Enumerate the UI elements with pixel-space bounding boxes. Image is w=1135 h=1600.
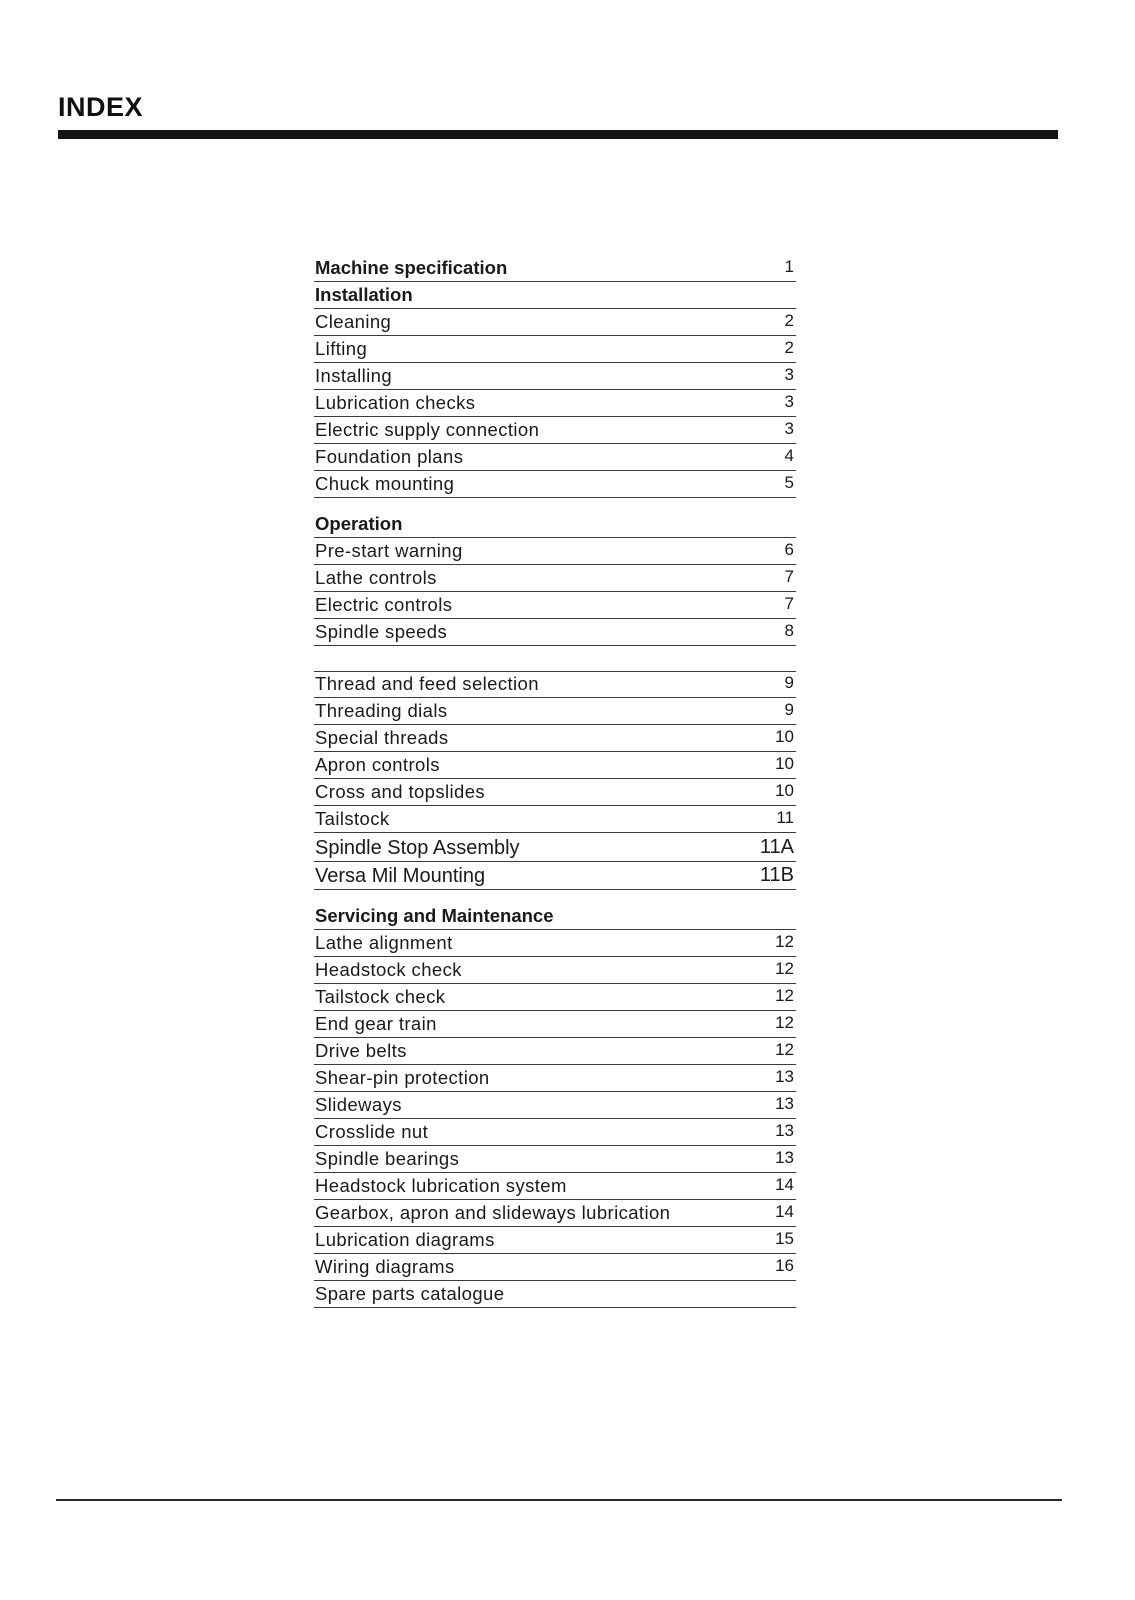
index-section-heading xyxy=(314,511,796,538)
entry-page-number: 13 xyxy=(775,1094,794,1113)
entry-page-number: 2 xyxy=(784,311,794,330)
index-entry xyxy=(314,1092,796,1119)
entry-page-number: 16 xyxy=(775,1256,794,1275)
entry-label: Pre-start warning xyxy=(315,540,463,561)
index-section-heading xyxy=(314,282,796,309)
index-entry xyxy=(314,1038,796,1065)
index-entry xyxy=(314,806,796,833)
entry-label: Tailstock check xyxy=(315,986,446,1007)
entry-page-number: 11B xyxy=(759,864,794,886)
entry-label: Lubrication checks xyxy=(315,392,476,413)
entry-page-number: 8 xyxy=(784,621,794,640)
index-entry xyxy=(314,417,796,444)
entry-label: Foundation plans xyxy=(315,446,464,467)
entry-page-number: 10 xyxy=(775,727,794,746)
entry-page-number: 4 xyxy=(784,446,794,465)
index-entry xyxy=(314,1200,796,1227)
page-title: INDEX xyxy=(58,92,144,122)
index-entry xyxy=(314,862,796,891)
entry-page-number: 3 xyxy=(784,419,794,438)
index-entry xyxy=(314,363,796,390)
entry-label: Lifting xyxy=(315,338,368,359)
entry-page-number: 14 xyxy=(775,1175,794,1194)
entry-label: Machine specification xyxy=(315,257,508,278)
entry-page-number: 13 xyxy=(775,1148,794,1167)
entry-page-number: 10 xyxy=(775,754,794,773)
heading-rule xyxy=(58,130,1058,139)
index-entry xyxy=(314,1146,796,1173)
entry-page-number: 1 xyxy=(784,257,794,276)
entry-page-number: 6 xyxy=(784,540,794,559)
entry-page-number: 7 xyxy=(784,567,794,586)
index-entry xyxy=(314,984,796,1011)
entry-page-number: 13 xyxy=(775,1121,794,1140)
entry-page-number: 2 xyxy=(784,338,794,357)
entry-label: Lubrication diagrams xyxy=(315,1229,495,1250)
entry-page-number: 3 xyxy=(784,392,794,411)
entry-label: Slideways xyxy=(315,1094,402,1115)
entry-label: Headstock check xyxy=(315,959,462,980)
entry-label: Installing xyxy=(315,365,393,386)
index-entry xyxy=(314,1065,796,1092)
entry-page-number: 12 xyxy=(775,1013,794,1032)
index-entry xyxy=(314,1254,796,1281)
index-entry xyxy=(314,565,796,592)
index-entry xyxy=(314,1119,796,1146)
entry-page-number: 7 xyxy=(784,594,794,613)
entry-page-number: 12 xyxy=(775,959,794,978)
entry-page-number: 9 xyxy=(784,700,794,719)
entry-page-number: 12 xyxy=(775,1040,794,1059)
index-entry xyxy=(314,833,796,862)
index-entry xyxy=(314,1281,796,1308)
entry-label: Special threads xyxy=(315,727,449,748)
entry-label: Lathe alignment xyxy=(315,932,453,953)
entry-label: Spindle bearings xyxy=(315,1148,460,1169)
index-entry xyxy=(314,592,796,619)
index-section-heading xyxy=(314,903,796,930)
entry-label: Servicing and Maintenance xyxy=(315,905,554,926)
entry-label: Cross and topslides xyxy=(315,781,486,802)
entry-page-number: 12 xyxy=(775,932,794,951)
entry-label: Drive belts xyxy=(315,1040,407,1061)
entry-label: Shear-pin protection xyxy=(315,1067,490,1088)
index-entry xyxy=(314,957,796,984)
index-entry xyxy=(314,752,796,779)
entry-page-number: 12 xyxy=(775,986,794,1005)
entry-label: Electric supply connection xyxy=(315,419,540,440)
index-entry xyxy=(314,336,796,363)
index-entry xyxy=(314,671,796,698)
entry-page-number: 3 xyxy=(784,365,794,384)
index-entry xyxy=(314,471,796,498)
entry-label: Headstock lubrication system xyxy=(315,1175,567,1196)
entry-label: Wiring diagrams xyxy=(315,1256,455,1277)
entry-label: Apron controls xyxy=(315,754,440,775)
index-table xyxy=(314,255,796,1308)
entry-label: End gear train xyxy=(315,1013,437,1034)
entry-label: Spindle Stop Assembly xyxy=(315,836,520,859)
entry-page-number: 13 xyxy=(775,1067,794,1086)
index-entry xyxy=(314,1227,796,1254)
entry-label: Chuck mounting xyxy=(315,473,455,494)
entry-label: Gearbox, apron and slideways lubrication xyxy=(315,1202,671,1223)
entry-label: Tailstock xyxy=(315,808,390,829)
entry-label: Lathe controls xyxy=(315,567,437,588)
entry-label: Cleaning xyxy=(315,311,392,332)
entry-label: Threading dials xyxy=(315,700,448,721)
index-entry xyxy=(314,444,796,471)
index-entry xyxy=(314,309,796,336)
index-entry xyxy=(314,538,796,565)
entry-label: Electric controls xyxy=(315,594,453,615)
index-entry xyxy=(314,1173,796,1200)
entry-page-number: 5 xyxy=(784,473,794,492)
entry-page-number: 9 xyxy=(784,673,794,692)
entry-label: Thread and feed selection xyxy=(315,673,539,694)
section-gap xyxy=(314,498,796,511)
entry-page-number: 11 xyxy=(776,808,794,827)
index-entry xyxy=(314,725,796,752)
entry-page-number: 15 xyxy=(775,1229,794,1248)
index-entry xyxy=(314,779,796,806)
index-entry xyxy=(314,930,796,957)
entry-page-number: 11A xyxy=(759,835,794,858)
footer-rule xyxy=(56,1499,1062,1501)
index-entry xyxy=(314,390,796,417)
entry-page-number: 10 xyxy=(775,781,794,800)
section-gap xyxy=(314,890,796,903)
index-section-heading xyxy=(314,255,796,282)
index-entry xyxy=(314,698,796,725)
entry-page-number: 14 xyxy=(775,1202,794,1221)
section-gap xyxy=(314,646,796,671)
index-entry xyxy=(314,1011,796,1038)
entry-label: Operation xyxy=(315,513,403,534)
index-entry xyxy=(314,619,796,646)
entry-label: Versa Mil Mounting xyxy=(315,865,486,887)
entry-label: Spindle speeds xyxy=(315,621,448,642)
entry-label: Installation xyxy=(315,284,413,305)
entry-label: Crosslide nut xyxy=(315,1121,429,1142)
entry-label: Spare parts catalogue xyxy=(315,1283,505,1304)
